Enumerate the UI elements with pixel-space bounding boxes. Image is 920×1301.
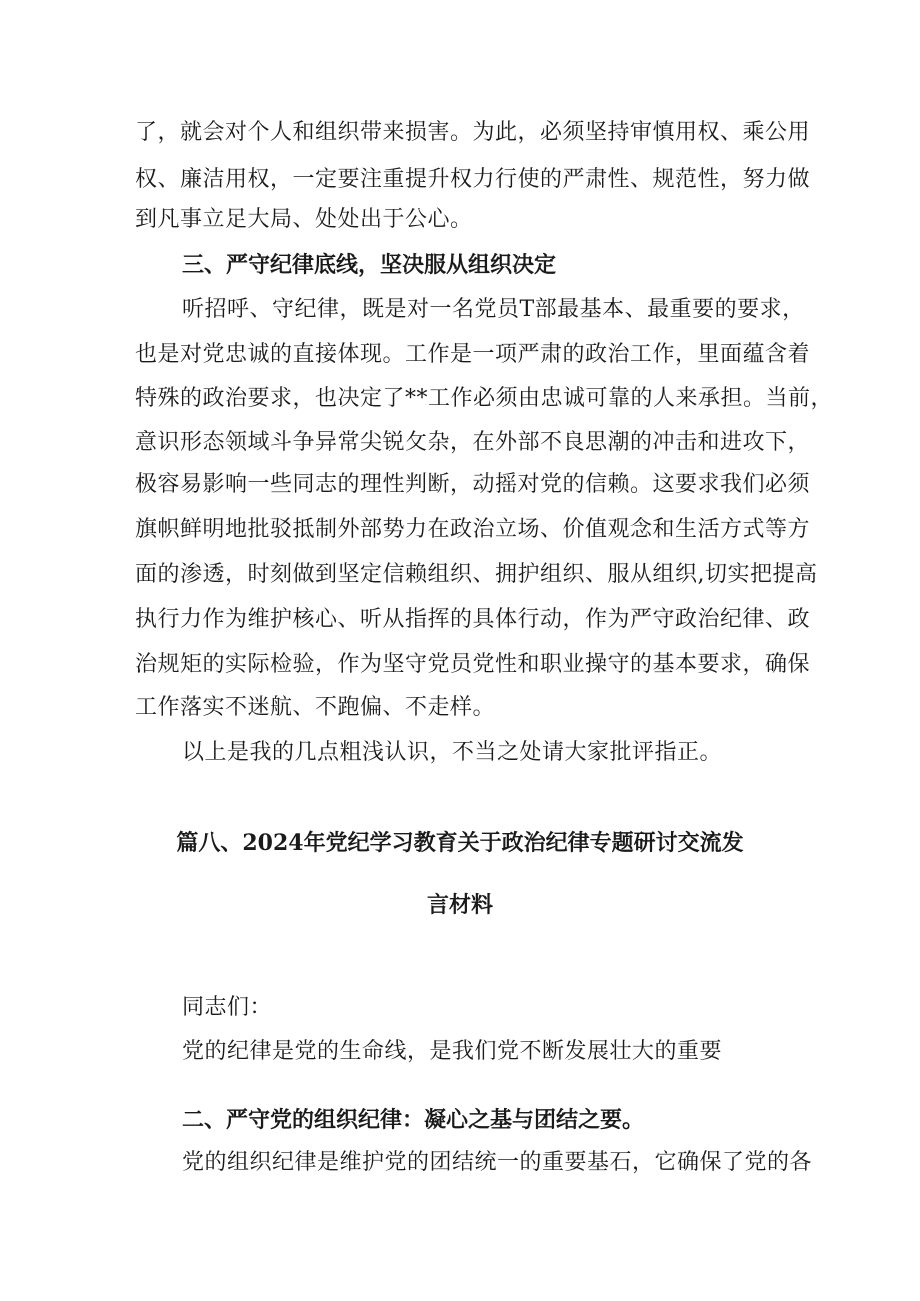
paragraph-line: 旗帜鲜明地批驳抵制外部势力在政治立场、价值观念和生活方式等方 bbox=[135, 517, 811, 542]
intro-line: 党的纪律是党的生命线，是我们党不断发展壮大的重要 bbox=[182, 1039, 723, 1064]
article-title: 篇八、2024年党纪学习教育关于政治纪律专题研讨交流发 bbox=[176, 830, 744, 856]
paragraph-line: 极容易影响一些同志的理性判断，动摇对党的信赖。这要求我们必须 bbox=[135, 472, 811, 497]
paragraph-line: 权、廉洁用权，一定要注重提升权力行使的严肃性、规范性，努力做 bbox=[135, 167, 811, 192]
paragraph-line: 特殊的政治要求，也决定了**工作必须由忠诚可靠的人来承担。当前， bbox=[135, 386, 834, 411]
section-heading: 三、严守纪律底线，坚决服从组织决定 bbox=[182, 252, 557, 278]
greeting: 同志们： bbox=[182, 995, 273, 1020]
article-title-continued: 言材料 bbox=[426, 892, 493, 918]
closing-line: 以上是我的几点粗浅认识，不当之处请大家批评指正。 bbox=[182, 740, 723, 765]
paragraph-line: 到凡事立足大局、处处出于公心。 bbox=[135, 207, 473, 232]
paragraph-line: 工作落实不迷航、不跑偏、不走样。 bbox=[135, 695, 496, 720]
paragraph-line: 治规矩的实际检验，作为坚守党员党性和职业操守的基本要求，确保 bbox=[135, 652, 811, 677]
paragraph-line: 听招呼、守纪律，既是对一名党员T部最基本、最重要的要求， bbox=[182, 297, 805, 322]
paragraph-line: 也是对党忠诚的直接体现。工作是一项严肃的政治工作，里面蕴含着 bbox=[135, 342, 811, 367]
paragraph-line: 面的渗透，时刻做到坚定信赖组织、拥护组织、服从组织,切实把提高 bbox=[135, 562, 818, 587]
paragraph-line: 党的组织纪律是维护党的团结统一的重要基石，它确保了党的各 bbox=[182, 1150, 813, 1175]
paragraph-line: 了，就会对个人和组织带来损害。为此，必须坚持审慎用权、乘公用 bbox=[135, 120, 811, 145]
paragraph-line: 执行力作为维护核心、听从指挥的具体行动，作为严守政治纪律、政 bbox=[135, 607, 811, 632]
section-heading: 二、严守党的组织纪律：凝心之基与团结之要。 bbox=[182, 1107, 645, 1133]
paragraph-line: 意识形态领域斗争异常尖锐攵杂，在外部不良思潮的冲击和进攻下， bbox=[135, 430, 811, 455]
